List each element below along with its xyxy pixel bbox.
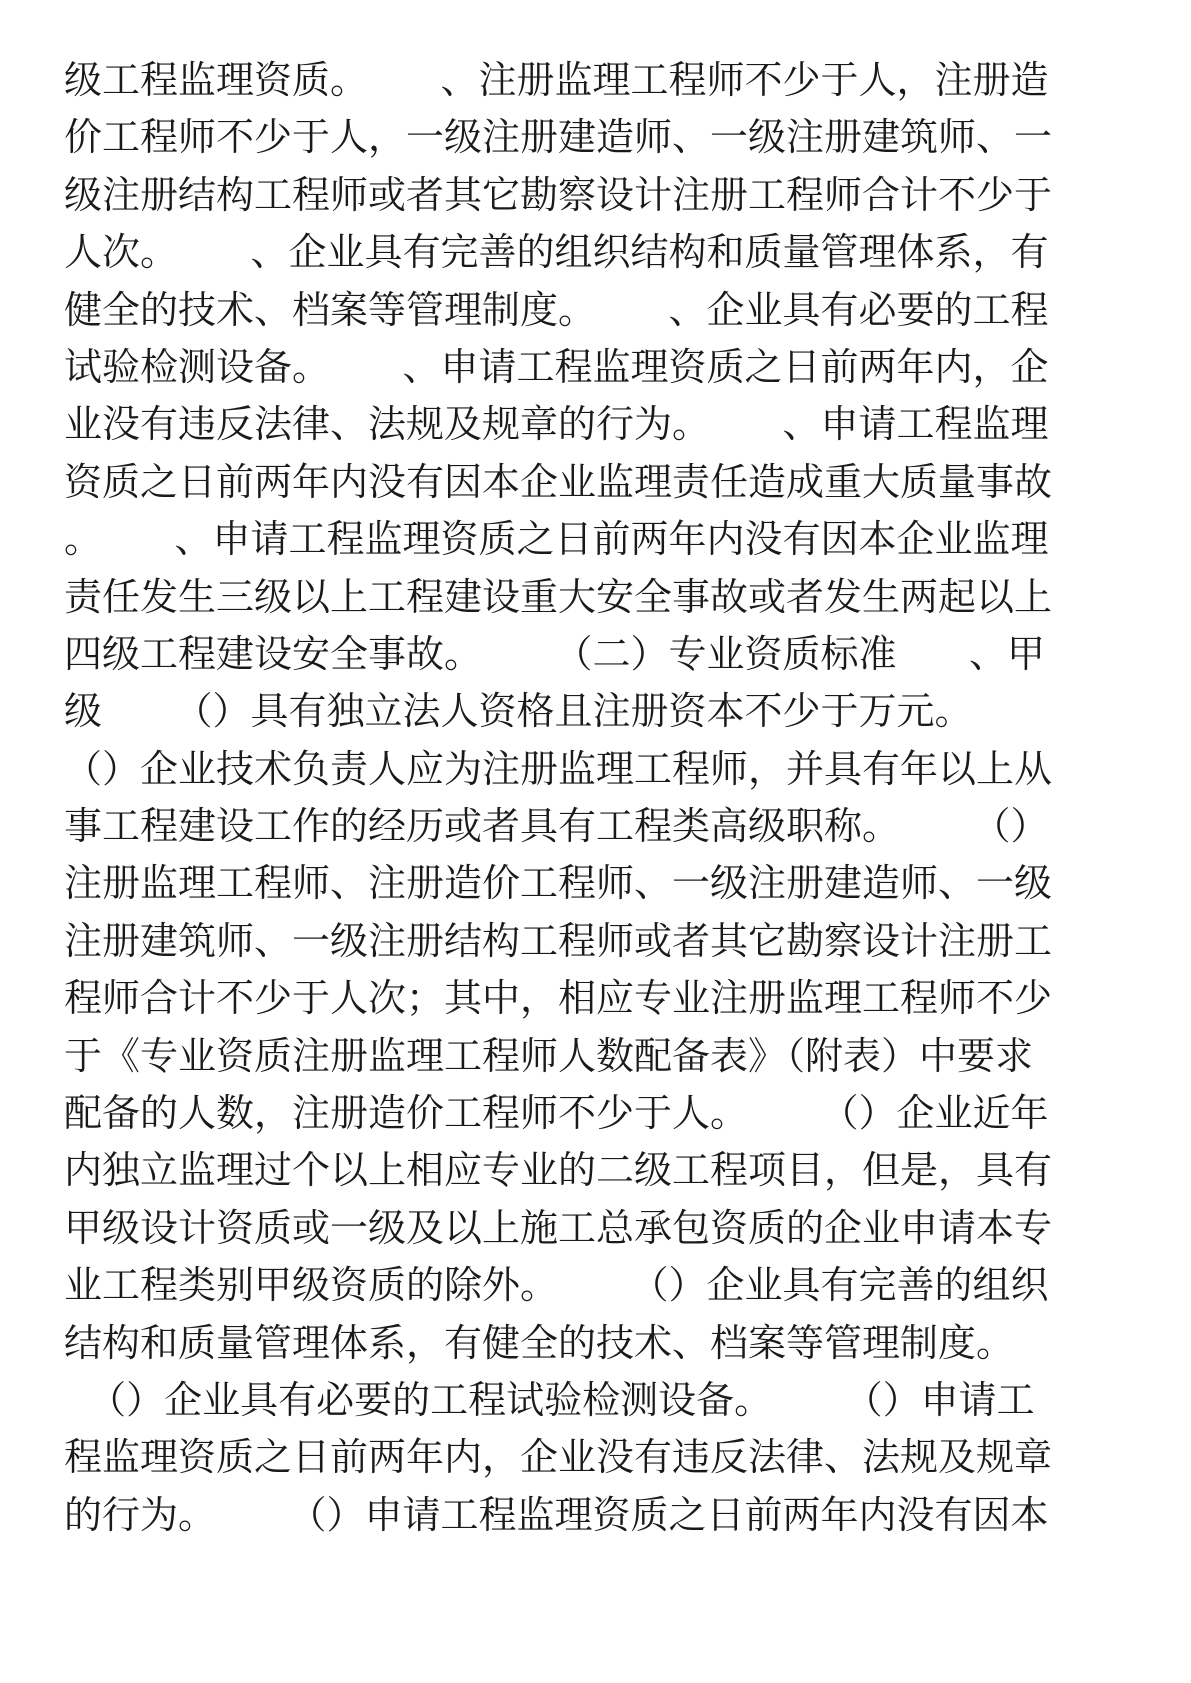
text-line: 级工程监理资质。 、注册监理工程师不少于人，注册造 <box>64 58 1049 102</box>
text-line: 甲级设计资质或一级及以上施工总承包资质的企业申请本专 <box>64 1205 1053 1250</box>
text-line: 责任发生三级以上工程建设重大安全事故或者发生两起以上 <box>64 574 1053 619</box>
text-line: 的行为。 （）申请工程监理资质之日前两年内没有因本 <box>64 1492 1049 1537</box>
text-line: 级 （）具有独立法人资格且注册资本不少于万元。 <box>64 689 973 734</box>
text-line: 内独立监理过个以上相应专业的二级工程项目，但是，具有 <box>64 1148 1053 1193</box>
text-line: 业工程类别甲级资质的除外。 （）企业具有完善的组织 <box>64 1263 1049 1308</box>
text-line: 人次。 、企业具有完善的组织结构和质量管理体系，有 <box>64 230 1049 275</box>
text-line: （）企业技术负责人应为注册监理工程师，并具有年以上从 <box>64 746 1053 791</box>
text-line: 业没有违反法律、法规及规章的行为。 、申请工程监理 <box>64 402 1049 447</box>
text-line: 四级工程建设安全事故。 （二）专业资质标准 、甲 <box>64 631 1045 676</box>
text-line: 价工程师不少于人，一级注册建造师、一级注册建筑师、一 <box>64 115 1053 160</box>
text-line: 于《专业资质注册监理工程师人数配备表》（附表）中要求 <box>64 1033 1034 1078</box>
text-line: （）企业具有必要的工程试验检测设备。 （）申请工 <box>64 1377 1035 1422</box>
text-line: 事工程建设工作的经历或者具有工程类高级职称。 （） <box>64 804 1049 849</box>
text-line: 试验检测设备。 、申请工程监理资质之日前两年内，企 <box>64 344 1049 389</box>
text-line: 注册监理工程师、注册造价工程师、一级注册建造师、一级 <box>64 861 1053 906</box>
text-line: 资质之日前两年内没有因本企业监理责任造成重大质量事故 <box>64 459 1053 504</box>
text-line: 结构和质量管理体系，有健全的技术、档案等管理制度。 <box>64 1320 1015 1365</box>
text-line: 程监理资质之日前两年内，企业没有违反法律、法规及规章 <box>64 1435 1053 1480</box>
text-line: 程师合计不少于人次；其中，相应专业注册监理工程师不少 <box>64 976 1053 1021</box>
text-line: 。 、申请工程监理资质之日前两年内没有因本企业监理 <box>64 517 1049 562</box>
text-line: 配备的人数，注册造价工程师不少于人。 （）企业近年 <box>64 1091 1049 1136</box>
text-line: 注册建筑师、一级注册结构工程师或者其它勘察设计注册工 <box>64 918 1053 963</box>
body-text <box>64 52 1124 1544</box>
text-line: 健全的技术、档案等管理制度。 、企业具有必要的工程 <box>64 287 1049 332</box>
text-line: 级注册结构工程师或者其它勘察设计注册工程师合计不少于 <box>64 172 1053 217</box>
